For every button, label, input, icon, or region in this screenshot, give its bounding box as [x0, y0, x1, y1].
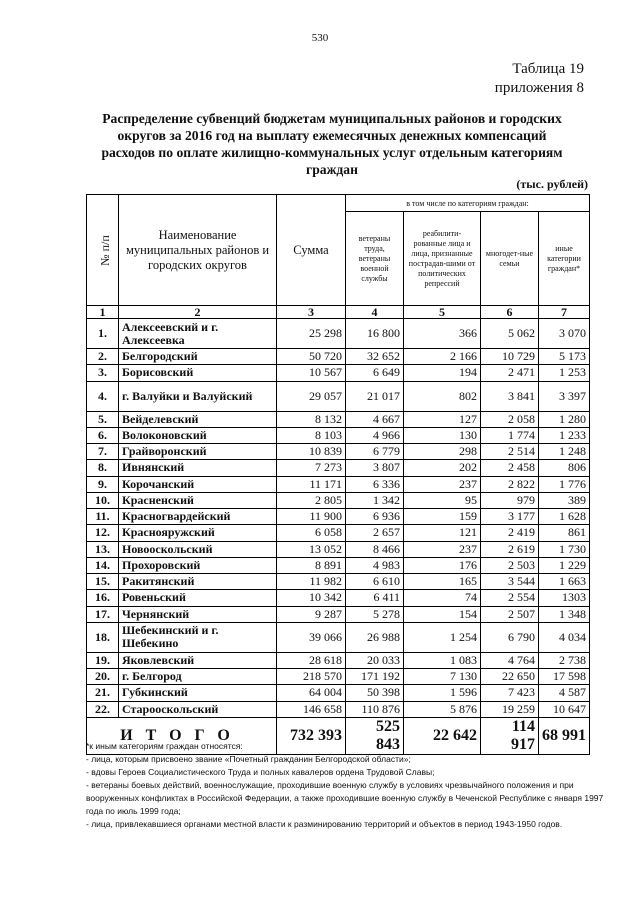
column-number: 4 [346, 306, 404, 319]
cell-large-families: 3 841 [481, 381, 539, 411]
total-label: ИТОГО [87, 718, 277, 755]
footnote-heading: *к иным категориям граждан относятся: [86, 741, 243, 751]
table-row [87, 509, 590, 525]
cell-rehabilitated: 121 [404, 525, 481, 541]
table-row [87, 606, 590, 622]
cell-labor-veterans: 3 807 [346, 460, 404, 476]
cell-other-categories: 3 397 [539, 381, 590, 411]
row-sum: 6 058 [277, 525, 346, 541]
row-number: 19. [87, 652, 119, 668]
cell-labor-veterans: 171 192 [346, 669, 404, 685]
column-number: 3 [277, 306, 346, 319]
table-row [87, 525, 590, 541]
cell-rehabilitated: 165 [404, 574, 481, 590]
footnotes [86, 740, 606, 831]
header-municipality-name: Наименование муниципальных районов и городских округов [119, 195, 277, 306]
table-row [87, 557, 590, 573]
cell-labor-veterans: 110 876 [346, 701, 404, 718]
cell-other-categories: 389 [539, 492, 590, 508]
cell-large-families: 7 423 [481, 685, 539, 701]
cell-rehabilitated: 237 [404, 541, 481, 557]
table-row [87, 685, 590, 701]
municipality-name: Красногвардейский [119, 509, 277, 525]
cell-labor-veterans: 1 342 [346, 492, 404, 508]
row-number: 14. [87, 557, 119, 573]
cell-other-categories: 1 348 [539, 606, 590, 622]
cell-other-categories: 5 173 [539, 349, 590, 365]
cell-large-families: 2 458 [481, 460, 539, 476]
row-sum: 2 805 [277, 492, 346, 508]
cell-other-categories: 17 598 [539, 669, 590, 685]
row-number: 3. [87, 365, 119, 381]
units-label: (тыс. рублей) [516, 177, 588, 191]
municipality-name: Алексеевский и г. Алексеевка [119, 319, 277, 349]
municipality-name: Красненский [119, 492, 277, 508]
cell-labor-veterans: 32 652 [346, 349, 404, 365]
cell-large-families: 3 544 [481, 574, 539, 590]
municipality-name: Прохоровский [119, 557, 277, 573]
header-other-categories: иные категории граждан* [539, 212, 590, 306]
cell-other-categories: 1 253 [539, 365, 590, 381]
cell-other-categories: 1 280 [539, 411, 590, 427]
cell-large-families: 2 514 [481, 444, 539, 460]
municipality-name: Ракитянский [119, 574, 277, 590]
row-sum: 64 004 [277, 685, 346, 701]
cell-labor-veterans: 6 649 [346, 365, 404, 381]
row-number: 21. [87, 685, 119, 701]
municipality-name: Шебекинский и г. Шебекино [119, 622, 277, 652]
row-sum: 39 066 [277, 622, 346, 652]
municipality-name: Ровеньский [119, 590, 277, 606]
cell-rehabilitated: 298 [404, 444, 481, 460]
cell-rehabilitated: 802 [404, 381, 481, 411]
cell-other-categories: 4 034 [539, 622, 590, 652]
municipality-name: Губкинский [119, 685, 277, 701]
column-number-row [87, 306, 590, 319]
cell-large-families: 2 503 [481, 557, 539, 573]
table-row [87, 574, 590, 590]
cell-other-categories: 4 587 [539, 685, 590, 701]
cell-large-families: 1 774 [481, 427, 539, 443]
row-sum: 9 287 [277, 606, 346, 622]
municipality-name: Корочанский [119, 476, 277, 492]
row-number: 4. [87, 381, 119, 411]
table-row [87, 381, 590, 411]
cell-other-categories: 806 [539, 460, 590, 476]
page-number: 530 [311, 32, 329, 44]
row-number: 22. [87, 701, 119, 718]
cell-labor-veterans: 6 936 [346, 509, 404, 525]
table-row [87, 411, 590, 427]
column-number: 6 [481, 306, 539, 319]
cell-labor-veterans: 4 966 [346, 427, 404, 443]
municipality-name: Краснояружский [119, 525, 277, 541]
total-sum: 732 393 [277, 718, 346, 755]
cell-labor-veterans: 4 667 [346, 411, 404, 427]
cell-rehabilitated: 127 [404, 411, 481, 427]
cell-large-families: 2 419 [481, 525, 539, 541]
cell-rehabilitated: 1 254 [404, 622, 481, 652]
row-number: 12. [87, 525, 119, 541]
row-sum: 11 982 [277, 574, 346, 590]
row-sum: 28 618 [277, 652, 346, 668]
row-sum: 29 057 [277, 381, 346, 411]
municipality-name: Вейделевский [119, 411, 277, 427]
row-number: 7. [87, 444, 119, 460]
cell-rehabilitated: 237 [404, 476, 481, 492]
table-caption [495, 60, 584, 98]
row-sum: 218 570 [277, 669, 346, 685]
row-number: 1. [87, 319, 119, 349]
table-row [87, 349, 590, 365]
table-row [87, 476, 590, 492]
cell-rehabilitated: 159 [404, 509, 481, 525]
row-number: 5. [87, 411, 119, 427]
municipality-name: Старооскольский [119, 701, 277, 718]
total-other-categories: 68 991 [539, 718, 590, 755]
cell-large-families: 2 471 [481, 365, 539, 381]
cell-other-categories: 3 070 [539, 319, 590, 349]
table-row [87, 541, 590, 557]
header-large-families: многодет-ные семьи [481, 212, 539, 306]
column-number: 5 [404, 306, 481, 319]
row-sum: 10 342 [277, 590, 346, 606]
cell-rehabilitated: 130 [404, 427, 481, 443]
row-sum: 7 273 [277, 460, 346, 476]
row-sum: 25 298 [277, 319, 346, 349]
cell-large-families: 979 [481, 492, 539, 508]
cell-large-families: 10 729 [481, 349, 539, 365]
cell-other-categories: 1 248 [539, 444, 590, 460]
municipality-name: г. Белгород [119, 669, 277, 685]
cell-other-categories: 1 628 [539, 509, 590, 525]
row-sum: 146 658 [277, 701, 346, 718]
municipality-name: Ивнянский [119, 460, 277, 476]
cell-rehabilitated: 1 596 [404, 685, 481, 701]
header-category-group: в том числе по категориям граждан: [346, 195, 590, 212]
cell-labor-veterans: 5 278 [346, 606, 404, 622]
row-sum: 10 567 [277, 365, 346, 381]
table-row [87, 669, 590, 685]
cell-rehabilitated: 202 [404, 460, 481, 476]
cell-labor-veterans: 6 610 [346, 574, 404, 590]
cell-large-families: 6 790 [481, 622, 539, 652]
table-row [87, 622, 590, 652]
cell-large-families: 5 062 [481, 319, 539, 349]
cell-rehabilitated: 176 [404, 557, 481, 573]
cell-other-categories: 1 730 [539, 541, 590, 557]
cell-labor-veterans: 50 398 [346, 685, 404, 701]
cell-rehabilitated: 5 876 [404, 701, 481, 718]
cell-rehabilitated: 7 130 [404, 669, 481, 685]
row-sum: 11 900 [277, 509, 346, 525]
municipality-name: Белгородский [119, 349, 277, 365]
cell-labor-veterans: 6 336 [346, 476, 404, 492]
municipality-name: г. Валуйки и Валуйский [119, 381, 277, 411]
cell-other-categories: 1 233 [539, 427, 590, 443]
cell-large-families: 4 764 [481, 652, 539, 668]
table-row [87, 319, 590, 349]
footnote-item: - лица, которым присвоено звание «Почетный гражданин Белгородской области»; [86, 754, 411, 764]
municipality-name: Чернянский [119, 606, 277, 622]
municipality-name: Грайворонский [119, 444, 277, 460]
caption-appendix-number: приложения 8 [494, 80, 584, 96]
municipality-name: Новооскольский [119, 541, 277, 557]
cell-other-categories: 1 776 [539, 476, 590, 492]
table-body [87, 319, 590, 718]
table-row [87, 427, 590, 443]
table-row [87, 652, 590, 668]
cell-labor-veterans: 26 988 [346, 622, 404, 652]
cell-rehabilitated: 74 [404, 590, 481, 606]
cell-other-categories: 1 663 [539, 574, 590, 590]
cell-labor-veterans: 16 800 [346, 319, 404, 349]
row-number: 16. [87, 590, 119, 606]
header-sum: Сумма [277, 195, 346, 306]
cell-rehabilitated: 2 166 [404, 349, 481, 365]
row-number: 11. [87, 509, 119, 525]
cell-labor-veterans: 21 017 [346, 381, 404, 411]
table-row [87, 492, 590, 508]
cell-rehabilitated: 95 [404, 492, 481, 508]
column-number: 7 [539, 306, 590, 319]
table-row [87, 460, 590, 476]
municipality-name: Волоконовский [119, 427, 277, 443]
column-number: 2 [119, 306, 277, 319]
table-row [87, 590, 590, 606]
row-number: 20. [87, 669, 119, 685]
cell-other-categories: 1 229 [539, 557, 590, 573]
cell-rehabilitated: 366 [404, 319, 481, 349]
cell-large-families: 2 822 [481, 476, 539, 492]
cell-other-categories: 1303 [539, 590, 590, 606]
header-labor-veterans: ветераны труда, ветераны военной службы [346, 212, 404, 306]
cell-rehabilitated: 1 083 [404, 652, 481, 668]
table-row [87, 444, 590, 460]
row-sum: 8 103 [277, 427, 346, 443]
row-number: 9. [87, 476, 119, 492]
cell-rehabilitated: 194 [404, 365, 481, 381]
municipality-name: Яковлевский [119, 652, 277, 668]
footnote-item: - лица, привлекавшиеся органами местной власти к разминированию территорий и объектов в период 1943-1950 годов. [86, 819, 563, 829]
row-number: 2. [87, 349, 119, 365]
cell-large-families: 2 507 [481, 606, 539, 622]
cell-labor-veterans: 8 466 [346, 541, 404, 557]
cell-labor-veterans: 6 779 [346, 444, 404, 460]
subsidy-table [86, 194, 590, 755]
cell-large-families: 3 177 [481, 509, 539, 525]
total-large-families: 114 917 [481, 718, 539, 755]
table-row [87, 365, 590, 381]
cell-labor-veterans: 4 983 [346, 557, 404, 573]
cell-large-families: 2 058 [481, 411, 539, 427]
municipality-name: Борисовский [119, 365, 277, 381]
total-labor-veterans: 525 843 [346, 718, 404, 755]
footnote-item: - вдовы Героев Социалистического Труда и полных кавалеров ордена Трудовой Славы; [86, 767, 435, 777]
header-rehabilitated: реабилити-рованные лица и лица, признанные пострадав-шими от политических репрессий [404, 212, 481, 306]
cell-labor-veterans: 6 411 [346, 590, 404, 606]
cell-other-categories: 2 738 [539, 652, 590, 668]
row-sum: 8 891 [277, 557, 346, 573]
cell-other-categories: 10 647 [539, 701, 590, 718]
total-rehabilitated: 22 642 [404, 718, 481, 755]
caption-table-number: Таблица 19 [512, 61, 584, 77]
cell-other-categories: 861 [539, 525, 590, 541]
row-number: 17. [87, 606, 119, 622]
cell-large-families: 2 554 [481, 590, 539, 606]
column-number: 1 [87, 306, 119, 319]
cell-labor-veterans: 2 657 [346, 525, 404, 541]
row-sum: 50 720 [277, 349, 346, 365]
cell-large-families: 22 650 [481, 669, 539, 685]
row-number: 10. [87, 492, 119, 508]
table-row [87, 701, 590, 718]
document-title: Распределение субвенций бюджетам муниципальных районов и городских округов за 2016 год на выплату ежемесячных денежных компенсаций расходов по оплате жилищно-коммунальных услуг отдельным категориям граждан [101, 111, 563, 177]
row-sum: 8 132 [277, 411, 346, 427]
row-sum: 10 839 [277, 444, 346, 460]
row-sum: 11 171 [277, 476, 346, 492]
footnote-item: - ветераны боевых действий, военнослужащие, проходившие военную службу в условиях чрезвычайного положения и при вооруженных конфликтах в Российской Федерации, а также проходившие военную службу в Чеченской Республике с января 1997 года по июль 1999 года; [86, 780, 604, 816]
cell-large-families: 19 259 [481, 701, 539, 718]
row-number: 8. [87, 460, 119, 476]
row-number: 18. [87, 622, 119, 652]
cell-rehabilitated: 154 [404, 606, 481, 622]
row-number: 13. [87, 541, 119, 557]
cell-labor-veterans: 20 033 [346, 652, 404, 668]
header-row-number: № п/п [87, 195, 119, 306]
row-sum: 13 052 [277, 541, 346, 557]
cell-large-families: 2 619 [481, 541, 539, 557]
row-number: 6. [87, 427, 119, 443]
row-number: 15. [87, 574, 119, 590]
